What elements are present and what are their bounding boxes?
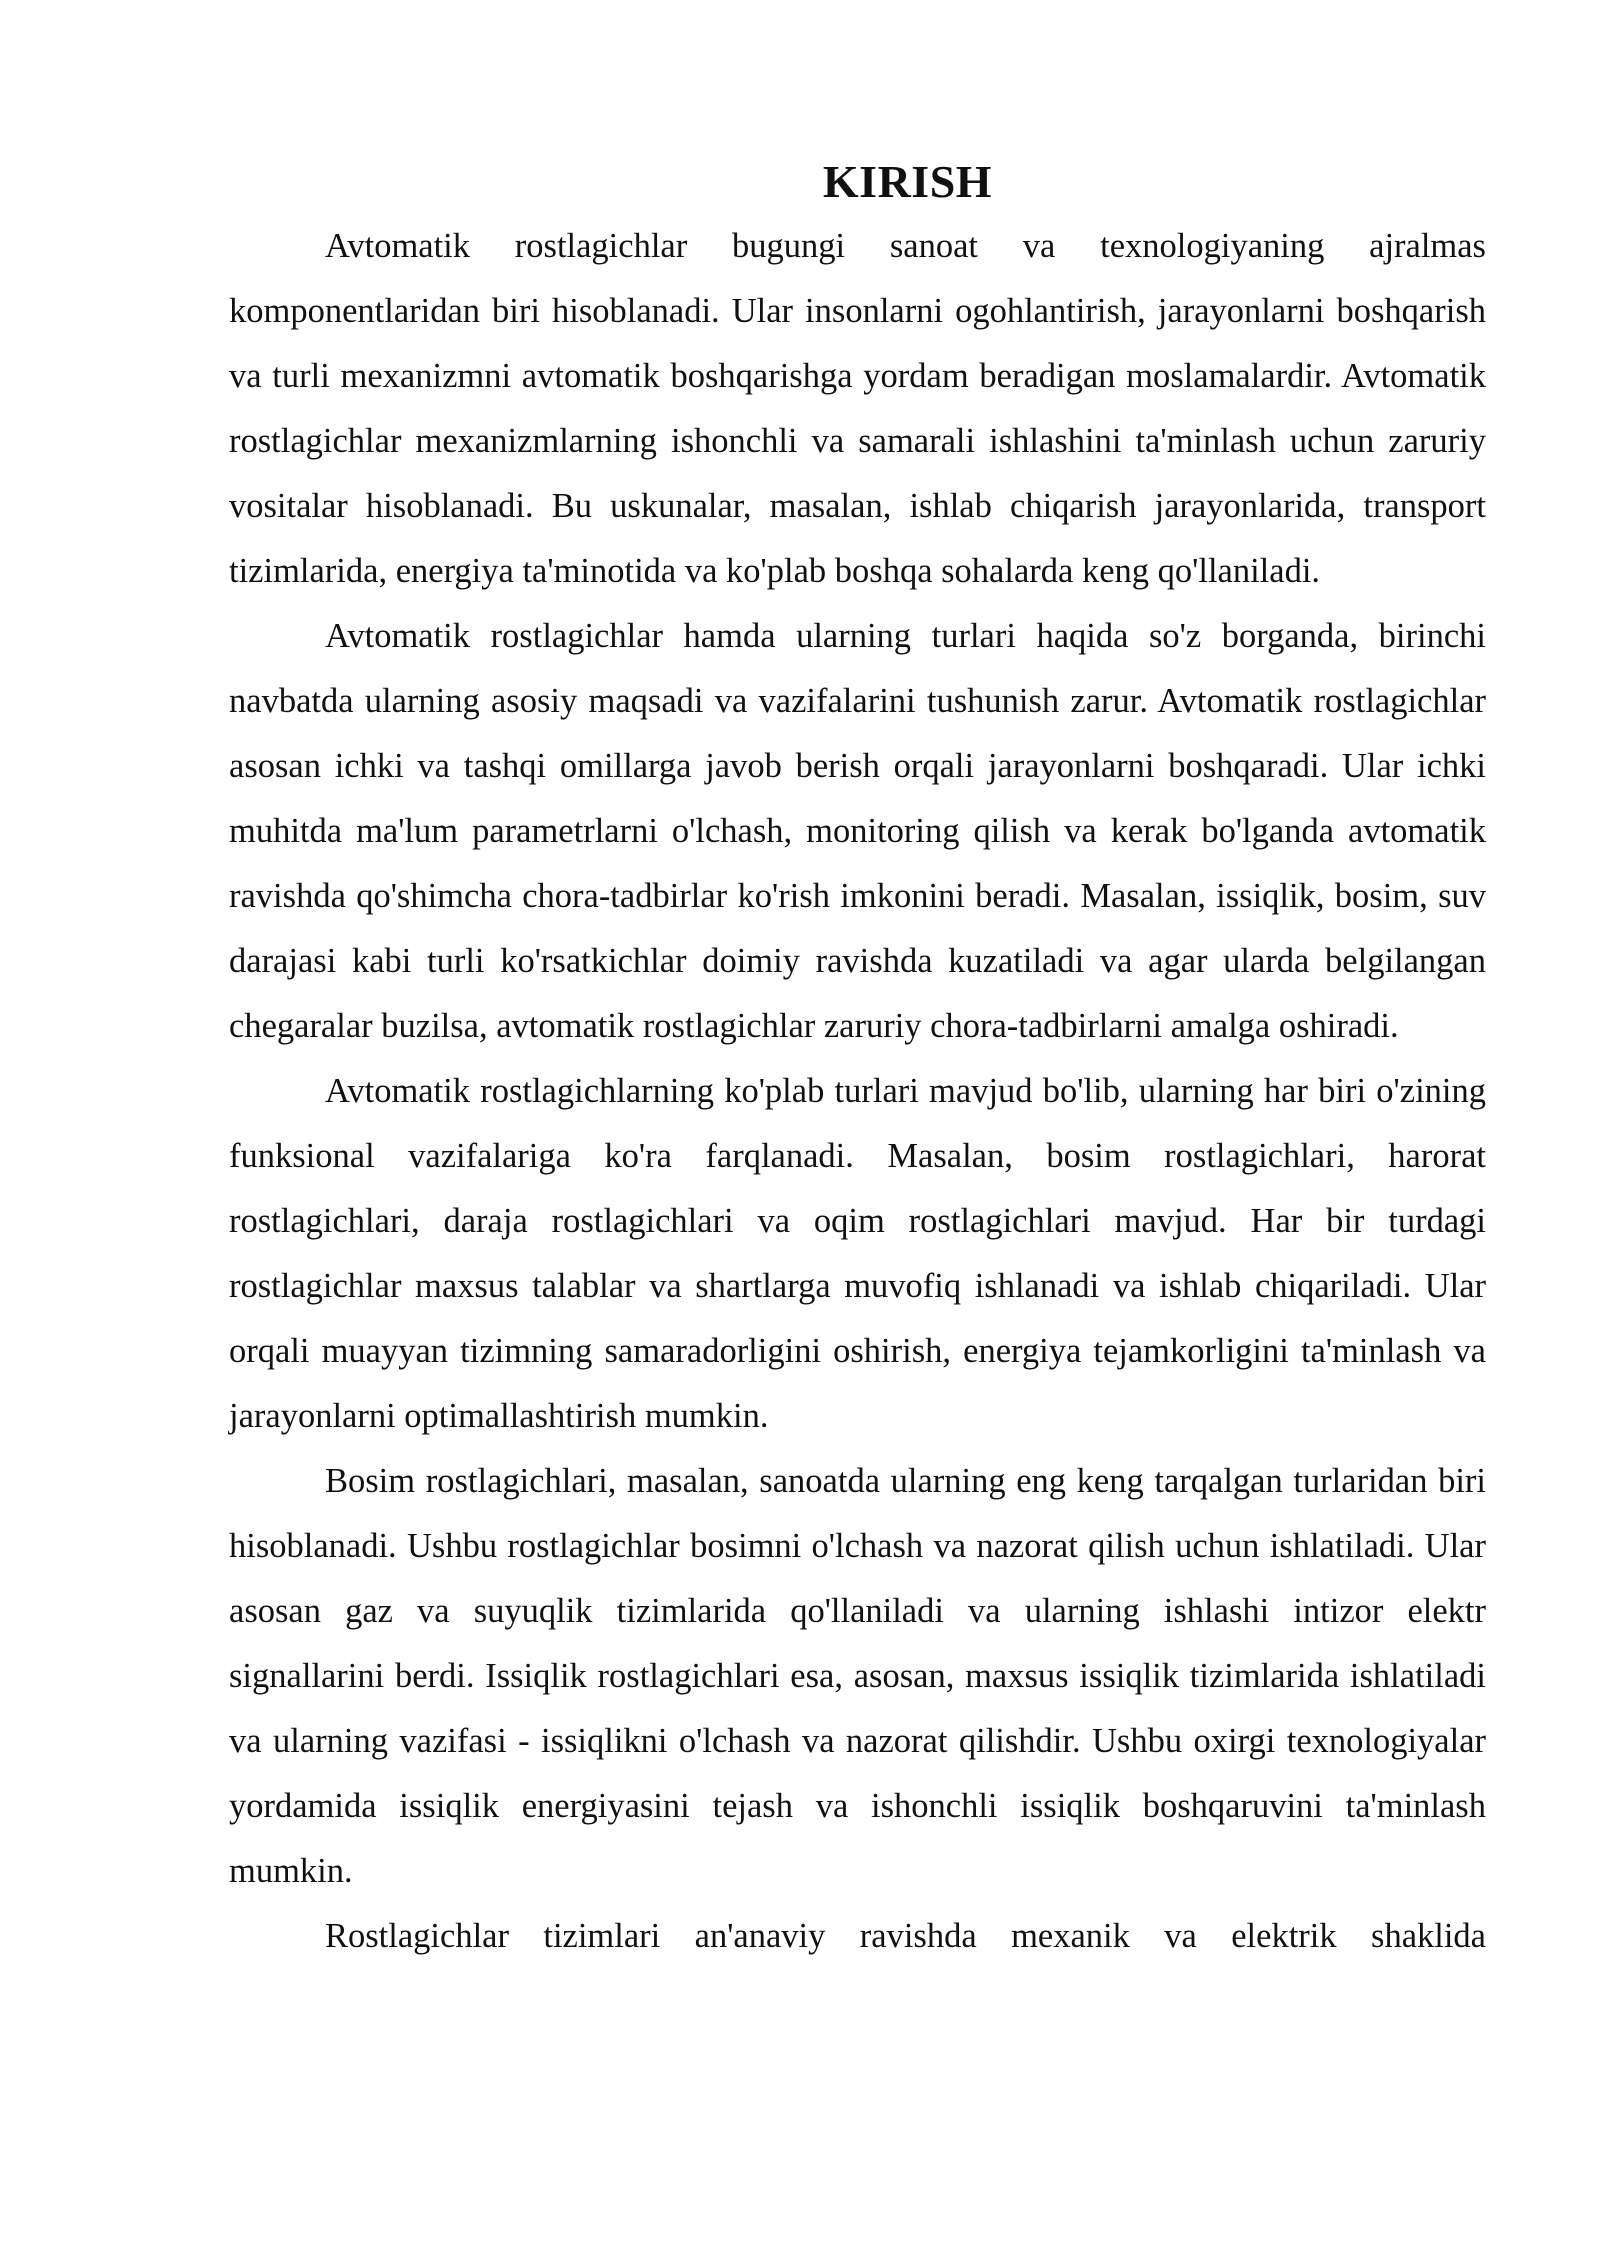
paragraph-3: Avtomatik rostlagichlarning ko'plab turlari mavjud bo'lib, ularning har biri o'zining funksional vazifalariga ko'ra farqlanadi. Masalan, bosim rostlagichlari, harorat rostlagichlari, daraja rostlagichlari va oqim rostlagichlari mavjud. Har bir turdagi rostlagichlar maxsus talablar va shartlarga muvofiq ishlanadi va ishlab chiqariladi. Ular orqali muayyan tizimning samaradorligini oshirish, energiya tejamkorligini ta'minlash va jarayonlarni optimallashtirish mumkin. bbox=[229, 1072, 1486, 1435]
document-page bbox=[229, 150, 1486, 1969]
page-title: KIRISH bbox=[822, 156, 993, 207]
paragraph-1: Avtomatik rostlagichlar bugungi sanoat va texnologiyaning ajralmas komponentlaridan biri hisoblanadi. Ular insonlarni ogohlantirish, jarayonlarni boshqarish va turli mexanizmni avtomatik boshqarishga yordam beradigan moslamalardir. Avtomatik rostlagichlar mexanizmlarning ishonchli va samarali ishlashini ta'minlash uchun zaruriy vositalar hisoblanadi. Bu uskunalar, masalan, ishlab chiqarish jarayonlarida, transport tizimlarida, energiya ta'minotida va ko'plab boshqa sohalarda keng qo'llaniladi. bbox=[229, 227, 1486, 590]
paragraph-5: Rostlagichlar tizimlari an'anaviy ravishda mexanik va elektrik shaklida bbox=[325, 1917, 1486, 1955]
paragraph-4: Bosim rostlagichlari, masalan, sanoatda ularning eng keng tarqalgan turlaridan biri hisoblanadi. Ushbu rostlagichlar bosimni o'lchash va nazorat qilish uchun ishlatiladi. Ular asosan gaz va suyuqlik tizimlarida qo'llaniladi va ularning ishlashi intizor elektr signallarini berdi. Issiqlik rostlagichlari esa, asosan, maxsus issiqlik tizimlarida ishlatiladi va ularning vazifasi - issiqlikni o'lchash va nazorat qilishdir. Ushbu oxirgi texnologiyalar yordamida issiqlik energiyasini tejash va ishonchli issiqlik boshqaruvini ta'minlash mumkin. bbox=[229, 1462, 1486, 1890]
paragraph-2: Avtomatik rostlagichlar hamda ularning turlari haqida so'z borganda, birinchi navbatda ularning asosiy maqsadi va vazifalarini tushunish zarur. Avtomatik rostlagichlar asosan ichki va tashqi omillarga javob berish orqali jarayonlarni boshqaradi. Ular ichki muhitda ma'lum parametrlarni o'lchash, monitoring qilish va kerak bo'lganda avtomatik ravishda qo'shimcha chora-tadbirlar ko'rish imkonini beradi. Masalan, issiqlik, bosim, suv darajasi kabi turli ko'rsatkichlar doimiy ravishda kuzatiladi va agar ularda belgilangan chegaralar buzilsa, avtomatik rostlagichlar zaruriy chora-tadbirlarni amalga oshiradi. bbox=[229, 617, 1486, 1045]
